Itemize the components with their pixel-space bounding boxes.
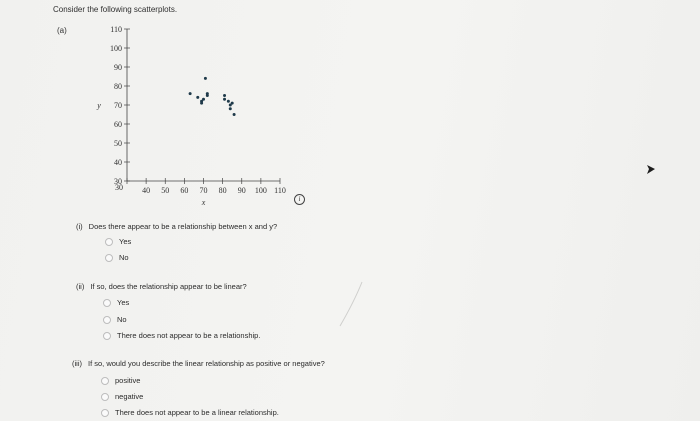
y-tick-label: 60 <box>114 120 122 129</box>
radio-button[interactable] <box>101 377 109 385</box>
x-tick-label: 90 <box>237 186 246 195</box>
question-2-option-no[interactable] <box>103 315 127 324</box>
scatterplot <box>90 24 300 209</box>
problem-intro: Consider the following scatterplots. <box>53 5 178 14</box>
scatter-point <box>223 98 226 101</box>
radio-button[interactable] <box>105 254 113 262</box>
radio-button[interactable] <box>103 316 111 324</box>
question-1-number: (i) <box>76 222 83 231</box>
question-3-option-no-linear[interactable] <box>101 408 279 417</box>
y-tick-label: 90 <box>114 63 122 72</box>
question-2-text: If so, does the relationship appear to be linear? <box>90 282 247 291</box>
x-tick-label: 80 <box>218 186 227 195</box>
question-2-option-yes[interactable] <box>103 298 129 307</box>
option-label: No <box>117 315 127 324</box>
option-label: No <box>119 253 129 262</box>
option-label: Yes <box>117 298 130 307</box>
option-label: There does not appear to be a linear relationship. <box>115 408 279 417</box>
question-3-text: If so, would you describe the linear relationship as positive or negative? <box>88 359 325 368</box>
scatter-point <box>229 107 232 110</box>
y-tick-label: 100 <box>110 44 122 53</box>
question-3-option-negative[interactable] <box>101 392 143 401</box>
radio-button[interactable] <box>103 332 111 340</box>
y-tick-label: 110 <box>110 25 122 34</box>
part-label: (a) <box>57 26 67 35</box>
x-tick-label: 50 <box>161 186 170 195</box>
scatter-point <box>189 92 192 95</box>
option-label: positive <box>115 376 141 385</box>
scatter-point <box>196 96 199 99</box>
question-2-number: (ii) <box>76 282 85 291</box>
x-tick-label: 100 <box>254 186 267 195</box>
question-1-option-yes[interactable] <box>105 237 131 246</box>
question-3 <box>72 359 325 368</box>
scatter-point <box>206 94 209 97</box>
x-tick-label: 110 <box>274 186 286 195</box>
x-axis-label: x <box>201 198 206 207</box>
radio-button[interactable] <box>103 299 111 307</box>
scatter-point <box>200 102 203 105</box>
question-3-option-positive[interactable] <box>101 376 140 385</box>
option-label: There does not appear to be a relationship. <box>117 331 261 340</box>
scatter-point <box>202 98 205 101</box>
y-tick-label: 40 <box>114 158 122 167</box>
scatter-point <box>233 113 236 116</box>
y-tick-label: 80 <box>114 82 122 91</box>
y-tick-label: 50 <box>114 139 122 148</box>
radio-button[interactable] <box>101 409 109 417</box>
question-1-option-no[interactable] <box>105 253 129 262</box>
question-3-number: (iii) <box>72 359 82 368</box>
question-1 <box>76 222 277 231</box>
question-2-option-no-relationship[interactable] <box>103 331 260 340</box>
scatter-point <box>227 100 230 103</box>
option-label: negative <box>115 392 144 401</box>
mouse-cursor-icon <box>646 164 656 176</box>
pen-stroke-mark <box>336 280 366 330</box>
info-icon[interactable]: i <box>294 194 305 205</box>
y-tick-label: 30 <box>114 177 122 186</box>
scatter-point <box>204 77 207 80</box>
x-tick-label: 60 <box>180 186 189 195</box>
scatter-point <box>223 94 226 97</box>
radio-button[interactable] <box>101 393 109 401</box>
question-1-text: Does there appear to be a relationship between x and y? <box>88 222 278 231</box>
x-tick-label: 70 <box>199 186 208 195</box>
x-tick-label: 40 <box>142 186 151 195</box>
x-tick-label-origin: 30 <box>115 183 123 192</box>
y-axis-label: y <box>97 101 101 110</box>
option-label: Yes <box>119 237 132 246</box>
y-tick-label: 70 <box>114 101 122 110</box>
radio-button[interactable] <box>105 238 113 246</box>
question-2 <box>76 282 247 291</box>
scatter-point <box>231 102 234 105</box>
